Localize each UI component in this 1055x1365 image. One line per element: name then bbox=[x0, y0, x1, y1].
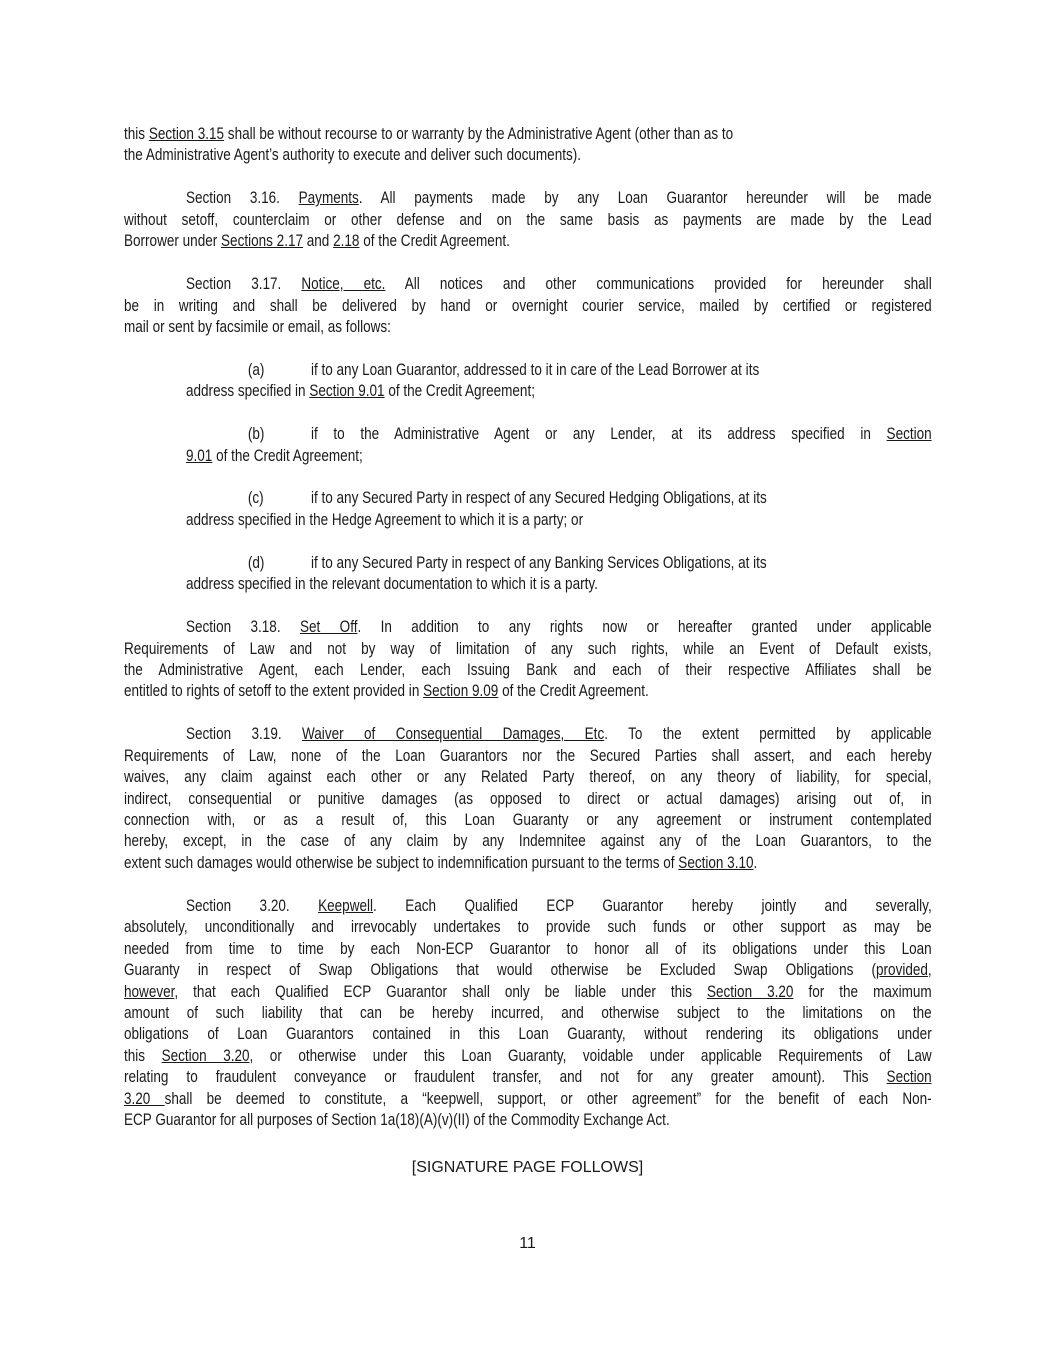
text-line bbox=[124, 124, 932, 145]
text-line bbox=[124, 488, 932, 509]
cross-reference: Section 3.15 bbox=[148, 125, 225, 143]
item-label: (a) bbox=[247, 360, 265, 379]
text-line bbox=[124, 274, 932, 295]
text-segment: . To the extent permitted by applicable bbox=[604, 725, 932, 744]
text-segment: waives, any claim against each other or any Related Party thereof, on any theory of liability, for special, bbox=[124, 768, 932, 787]
text-segment: , bbox=[927, 961, 932, 980]
text-segment: and bbox=[303, 232, 334, 251]
text-line bbox=[124, 789, 932, 810]
text-line bbox=[124, 381, 932, 402]
document-body bbox=[124, 124, 932, 1153]
text-segment: Section 3.17. bbox=[185, 275, 302, 294]
text-segment: . All payments made by any Loan Guarantor hereunder will be made bbox=[358, 189, 932, 208]
text-segment: address specified in bbox=[185, 382, 310, 401]
text-segment: be in writing and shall be delivered by hand or overnight courier service, mailed by certified or registered bbox=[124, 296, 932, 315]
text-line bbox=[124, 145, 932, 166]
text-segment: address specified in the relevant documentation to which it is a party. bbox=[185, 575, 598, 594]
text-segment: , that each Qualified ECP Guarantor shall only be liable under this bbox=[174, 982, 707, 1001]
text-segment: Requirements of Law, none of the Loan Guarantors nor the Secured Parties shall assert, and each hereby bbox=[124, 746, 932, 765]
cross-reference: 3.20 bbox=[124, 1089, 165, 1108]
list-item bbox=[124, 424, 932, 467]
list-item bbox=[124, 553, 932, 596]
text-line bbox=[124, 917, 932, 938]
text-segment: Borrower under bbox=[124, 232, 222, 251]
text-segment: obligations of Loan Guarantors contained in this Loan Guaranty, without rendering its obligations under bbox=[124, 1025, 932, 1044]
text-segment: shall be without recourse to or warranty by the Administrative Agent (other than as to bbox=[224, 125, 734, 143]
text-segment: Guaranty in respect of Swap Obligations that would otherwise be Excluded Swap Obligations ( bbox=[124, 961, 877, 980]
text-line bbox=[124, 231, 932, 252]
cross-reference: Keepwell bbox=[318, 896, 374, 915]
text-line bbox=[124, 1110, 932, 1131]
text-segment: the Administrative Agent’s authority to execute and deliver such documents). bbox=[124, 146, 582, 165]
text-segment: Section 3.19. bbox=[185, 725, 303, 744]
cross-reference: 9.01 bbox=[185, 446, 213, 465]
paragraph bbox=[124, 274, 932, 338]
text-line bbox=[124, 1024, 932, 1045]
text-line bbox=[124, 810, 932, 831]
text-line bbox=[124, 896, 932, 917]
text-segment: . bbox=[753, 853, 758, 872]
text-line bbox=[124, 960, 932, 981]
text-line bbox=[124, 660, 932, 681]
cross-reference: however bbox=[124, 982, 175, 1001]
item-label: (b) bbox=[247, 425, 265, 444]
item-label: (d) bbox=[247, 553, 265, 572]
text-line bbox=[124, 317, 932, 338]
text-line bbox=[124, 746, 932, 767]
text-segment: amount of such liability that can be hereby incurred, and otherwise subject to the limitations on the bbox=[124, 1003, 932, 1022]
cross-reference: Section bbox=[886, 425, 932, 444]
text-segment: Section 3.16. bbox=[185, 189, 299, 208]
cross-reference: Section 3.10 bbox=[678, 853, 754, 872]
text-line bbox=[124, 553, 932, 574]
text-line bbox=[124, 853, 932, 874]
cross-reference: Section 3.20 bbox=[161, 1046, 250, 1065]
text-segment: entitled to rights of setoff to the extent provided in bbox=[124, 682, 424, 701]
paragraph bbox=[124, 124, 932, 167]
cross-reference: provided bbox=[876, 961, 928, 980]
text-segment: of the Credit Agreement. bbox=[359, 232, 510, 251]
text-line bbox=[124, 1067, 932, 1088]
cross-reference: 2.18 bbox=[333, 232, 360, 251]
text-segment: indirect, consequential or punitive damages (as opposed to direct or actual damages) arising out of, in bbox=[124, 789, 932, 808]
text-line bbox=[124, 617, 932, 638]
text-segment: this bbox=[124, 1046, 162, 1065]
text-line bbox=[124, 767, 932, 788]
text-segment: the Administrative Agent, each Lender, each Issuing Bank and each of their respective Affiliates shall be bbox=[124, 660, 932, 679]
text-segment: if to any Secured Party in respect of any Secured Hedging Obligations, at its bbox=[310, 489, 767, 508]
list-item bbox=[124, 488, 932, 531]
text-segment: mail or sent by facsimile or email, as follows: bbox=[124, 317, 391, 336]
text-line bbox=[124, 639, 932, 660]
paragraph bbox=[124, 896, 932, 1132]
text-line bbox=[124, 424, 932, 445]
text-segment: Section 3.18. bbox=[185, 618, 300, 637]
text-segment: if to any Secured Party in respect of any Banking Services Obligations, at its bbox=[310, 553, 767, 572]
text-segment: without setoff, counterclaim or other defense and on the same basis as payments are made by the Lead bbox=[124, 210, 932, 229]
list-item bbox=[124, 360, 932, 403]
text-segment: absolutely, unconditionally and irrevocably undertakes to provide such funds or other support as may be bbox=[124, 918, 932, 937]
paragraph bbox=[124, 724, 932, 874]
text-line bbox=[124, 982, 932, 1003]
cross-reference: Set Off bbox=[299, 618, 358, 637]
cross-reference: Notice, etc. bbox=[301, 275, 386, 294]
text-line bbox=[124, 1046, 932, 1067]
text-segment: of the Credit Agreement; bbox=[384, 382, 535, 401]
text-line bbox=[124, 510, 932, 531]
page-number: 11 bbox=[519, 1235, 536, 1252]
text-line bbox=[124, 446, 932, 467]
text-line bbox=[124, 1003, 932, 1024]
text-segment: this bbox=[124, 125, 149, 143]
cross-reference: Payments bbox=[298, 189, 359, 208]
text-segment: , or otherwise under this Loan Guaranty, voidable under applicable Requirements of Law bbox=[249, 1046, 932, 1065]
text-segment: if to any Loan Guarantor, addressed to it in care of the Lead Borrower at its bbox=[310, 360, 760, 379]
text-segment: Requirements of Law and not by way of limitation of any such rights, while an Event of Default exists, bbox=[124, 639, 932, 658]
paragraph bbox=[124, 188, 932, 252]
text-segment: . In addition to any rights now or hereafter granted under applicable bbox=[357, 618, 932, 637]
text-line bbox=[124, 681, 932, 702]
text-line bbox=[124, 210, 932, 231]
paragraph bbox=[124, 617, 932, 703]
cross-reference: Section 9.09 bbox=[423, 682, 499, 701]
text-line bbox=[124, 831, 932, 852]
text-line bbox=[124, 360, 932, 381]
text-segment: address specified in the Hedge Agreement to which it is a party; or bbox=[185, 510, 584, 529]
text-segment: All notices and other communications provided for hereunder shall bbox=[385, 275, 932, 294]
text-segment: connection with, or as a result of, this Loan Guaranty or any agreement or instrument contemplated bbox=[124, 811, 932, 829]
text-segment: Section 3.20. bbox=[185, 896, 319, 915]
text-segment: shall be deemed to constitute, a “keepwell, support, or other agreement” for the benefit of each Non- bbox=[164, 1089, 932, 1108]
text-segment: of the Credit Agreement. bbox=[498, 682, 649, 701]
cross-reference: Section bbox=[886, 1068, 932, 1087]
text-line bbox=[124, 724, 932, 745]
cross-reference: Section 9.01 bbox=[309, 382, 385, 401]
text-segment: of the Credit Agreement; bbox=[212, 446, 363, 465]
text-line bbox=[124, 939, 932, 960]
text-line bbox=[124, 296, 932, 317]
cross-reference: Sections 2.17 bbox=[221, 232, 304, 251]
item-label: (c) bbox=[247, 489, 264, 508]
cross-reference: Waiver of Consequential Damages, Etc bbox=[302, 725, 605, 744]
text-segment: ECP Guarantor for all purposes of Section 1a(18)(A)(v)(II) of the Commodity Exchange Act. bbox=[124, 1111, 670, 1130]
signature-page-note: [SIGNATURE PAGE FOLLOWS] bbox=[411, 1159, 644, 1176]
text-segment: hereby, except, in the case of any claim by any Indemnitee against any of the Loan Guarantors, to the bbox=[124, 832, 932, 851]
text-segment: . Each Qualified ECP Guarantor hereby jointly and severally, bbox=[373, 896, 932, 915]
text-segment: for the maximum bbox=[793, 982, 932, 1001]
cross-reference: Section 3.20 bbox=[706, 982, 794, 1001]
text-segment: if to the Administrative Agent or any Lender, at its address specified in bbox=[310, 425, 887, 444]
text-line bbox=[124, 1089, 932, 1110]
text-segment: relating to fraudulent conveyance or fraudulent transfer, and not for any greater amount). This bbox=[124, 1068, 887, 1087]
text-segment: needed from time to time by each Non-ECP Guarantor to honor all of its obligations under this Loan bbox=[124, 939, 932, 958]
text-segment: extent such damages would otherwise be subject to indemnification pursuant to the terms of bbox=[124, 853, 679, 872]
text-line bbox=[124, 574, 932, 595]
text-line bbox=[124, 188, 932, 209]
